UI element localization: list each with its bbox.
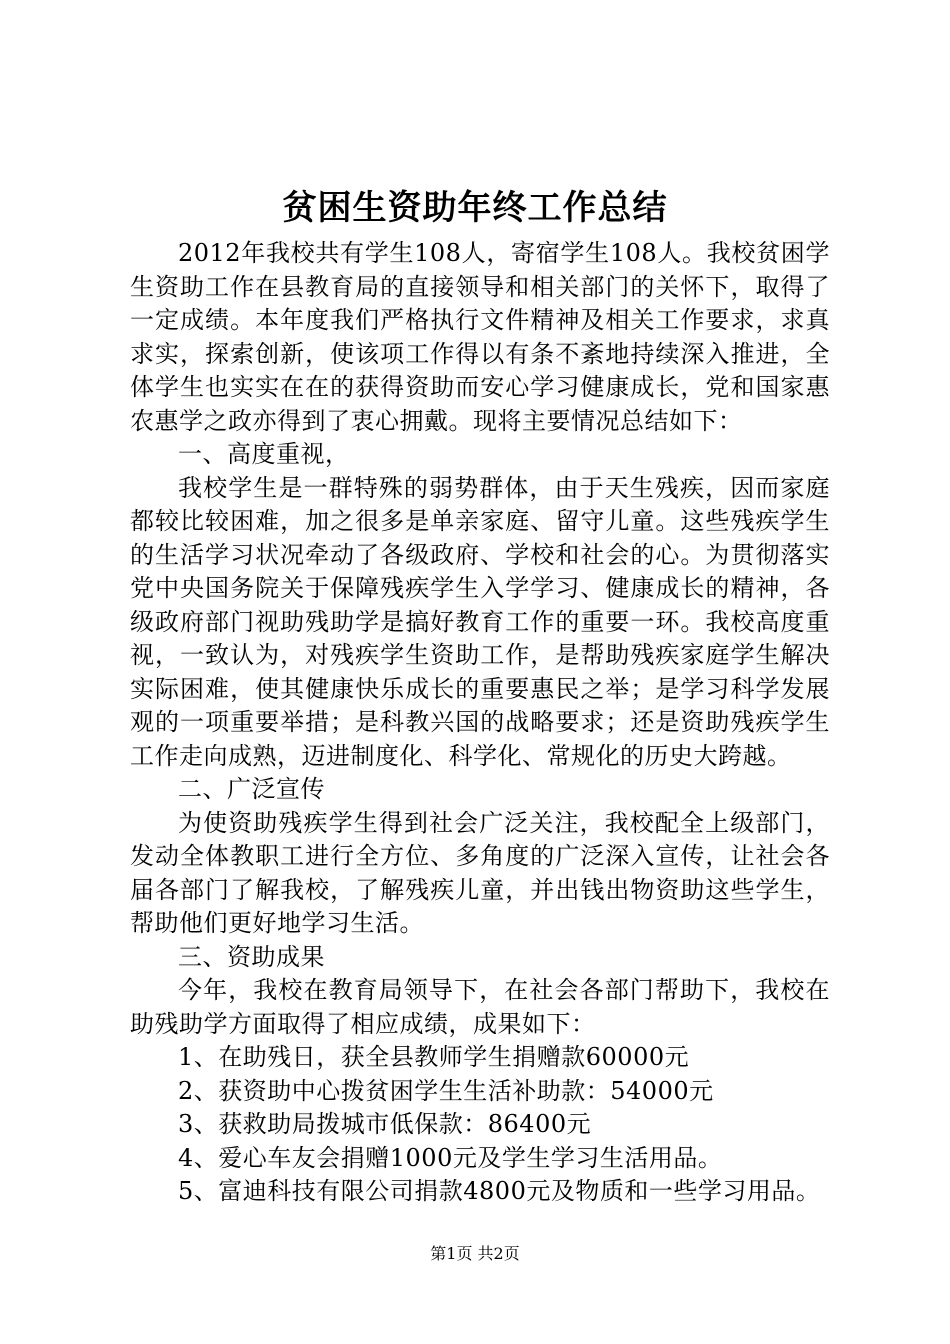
section3-heading: 三、资助成果: [178, 942, 325, 971]
result-item: 1、在助残日，获全县教师学生捐赠款60000元: [178, 1043, 690, 1071]
section2-paragraph: 为使资助残疾学生得到社会广泛关注，我校配全上级部门，发动全体教职工进行全方位、多角度的广泛深入宣传，让社会各届各部门了解我校，了解残疾儿童，并出钱出物资助这些学生，帮助他们更好地学习生活。: [130, 808, 830, 937]
page-footer: 第1页 共2页: [430, 1244, 520, 1263]
result-item: 3、获救助局拨城市低保款：86400元: [178, 1110, 592, 1138]
result-item: 2、获资助中心拨贫困学生生活补助款：54000元: [178, 1076, 714, 1105]
section3-paragraph: 今年，我校在教育局领导下，在社会各部门帮助下，我校在助残助学方面取得了相应成绩，成果如下：: [130, 976, 830, 1038]
section1-paragraph: 我校学生是一群特殊的弱势群体，由于天生残疾，因而家庭都较比较困难，加之很多是单亲家庭、留守儿童。这些残疾学生的生活学习状况牵动了各级政府、学校和社会的心。为贯彻落实党中央国务院关于保障残疾学生入学学习、健康成长的精神，各级政府部门视助残助学是搞好教育工作的重要一环。我校高度重视，一致认为，对残疾学生资助工作，是帮助残疾家庭学生解决实际困难，使其健康快乐成长的重要惠民之举；是学习科学发展观的一项重要举措；是科教兴国的战略要求；还是资助残疾学生工作走向成熟，迈进制度化、科学化、常规化的历史大跨越。: [130, 473, 830, 770]
document-body: [130, 237, 830, 1209]
result-item: 4、爱心车友会捐赠1000元及学生学习生活用品。: [178, 1143, 723, 1172]
result-item: 5、富迪科技有限公司捐款4800元及物质和一些学习用品。: [178, 1177, 821, 1205]
section1-heading: 一、高度重视，: [178, 440, 350, 468]
document-title: 贫困生资助年终工作总结: [282, 188, 668, 228]
intro-paragraph: 2012年我校共有学生108人，寄宿学生108人。我校贫困学生资助工作在县教育局的直接领导和相关部门的关怀下，取得了一定成绩。本年度我们严格执行文件精神及相关工作要求，求真求实，探索创新，使该项工作得以有条不紊地持续深入推进，全体学生也实实在在的获得资助而安心学习健康成长，党和国家惠农惠学之政亦得到了衷心拥戴。现将主要情况总结如下：: [130, 239, 830, 435]
section2-heading: 二、广泛宣传: [178, 775, 325, 803]
